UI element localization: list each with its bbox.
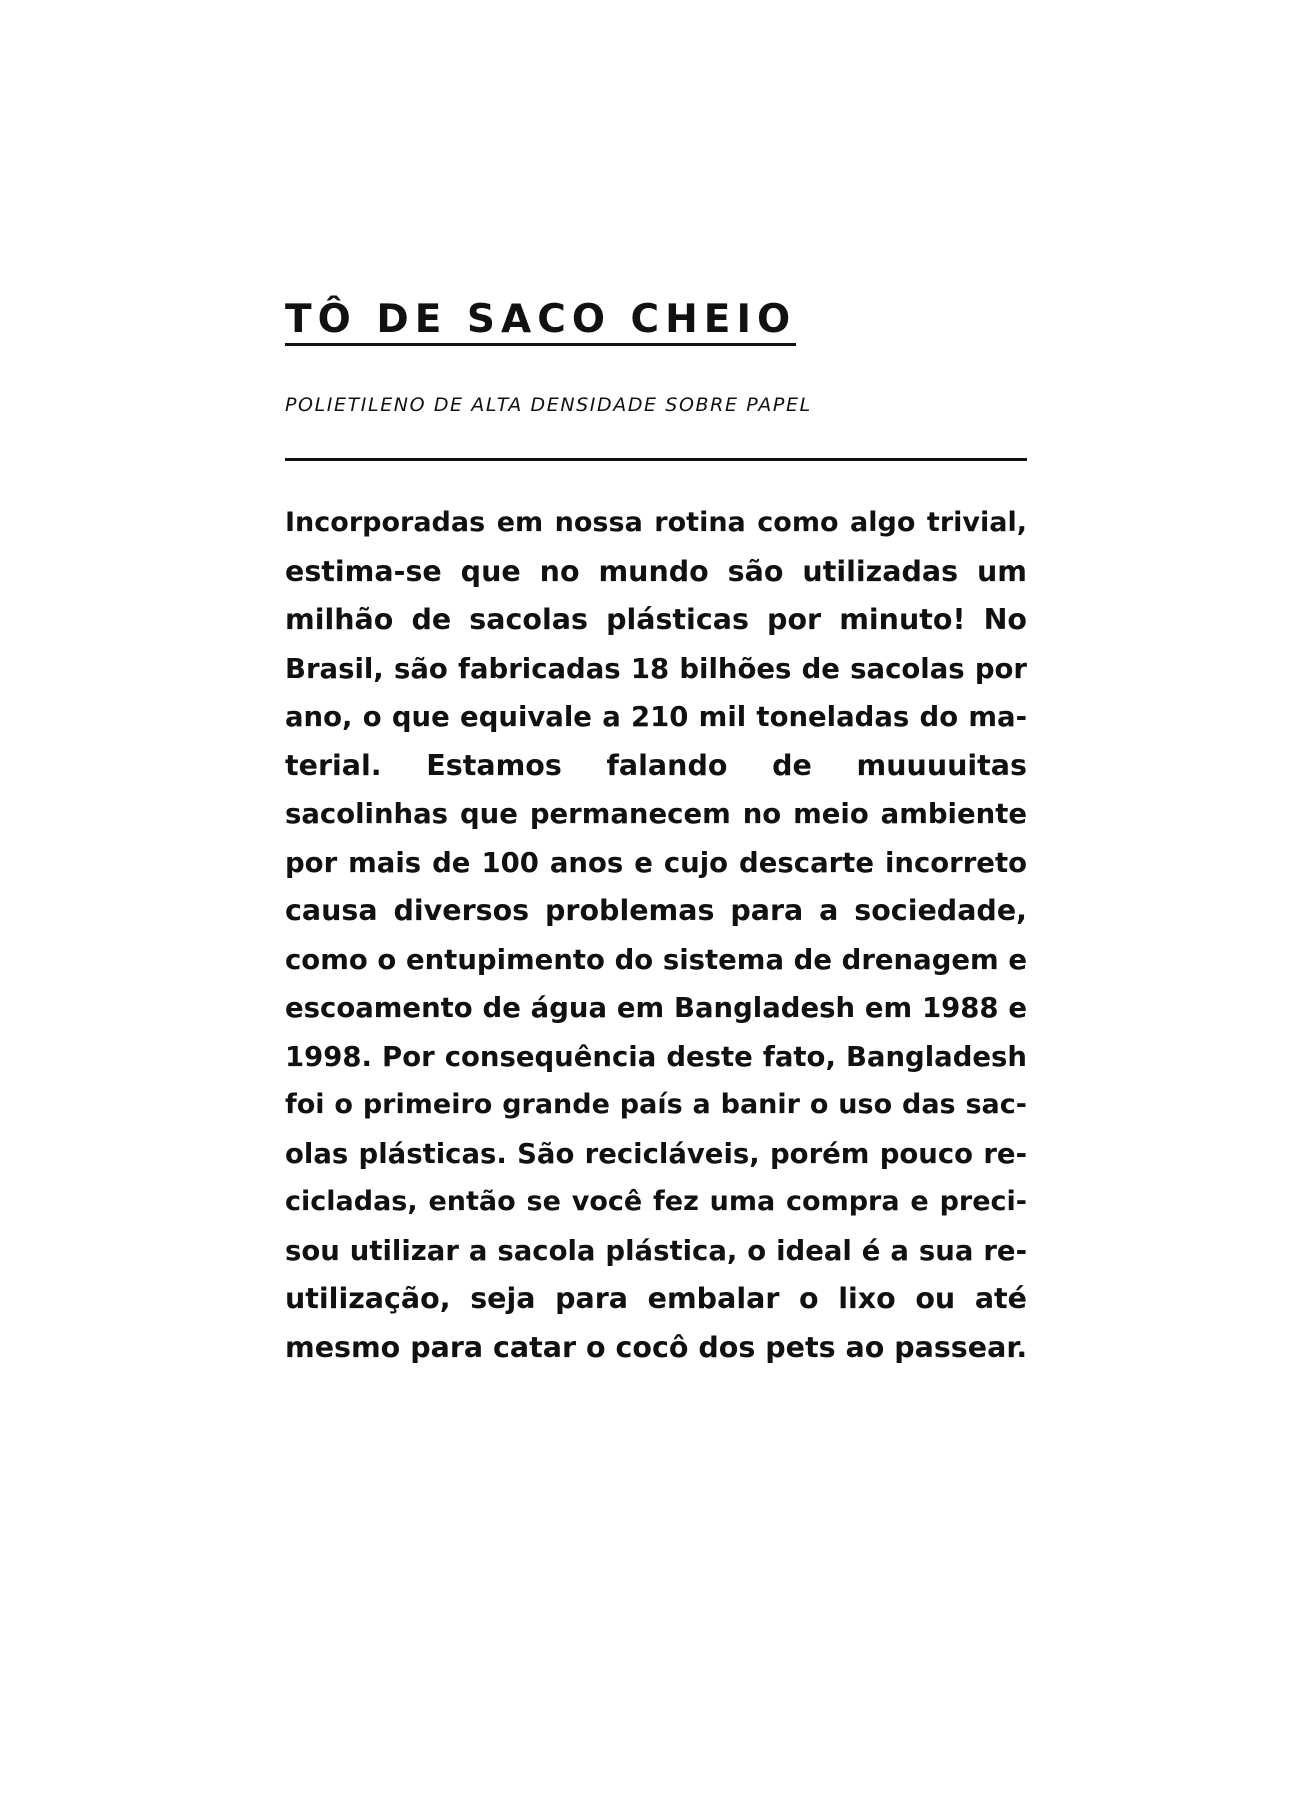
page-title: TÔ DE SACO CHEIO (285, 300, 796, 346)
body-line: foi o primeiro grande país a banir o uso das sac- (285, 1089, 1027, 1120)
body-line: cicladas, então se você fez uma compra e preci- (285, 1186, 1027, 1217)
body-line: terial. Estamos falando de muuuuitas (285, 748, 1027, 782)
divider (285, 458, 1027, 461)
body-line: milhão de sacolas plásticas por minuto! No (285, 603, 1027, 636)
body-line: por mais de 100 anos e cujo descarte incorreto (285, 846, 1027, 879)
body-line: mesmo para catar o cocô dos pets ao passear. (285, 1330, 1027, 1364)
body-line: 1998. Por consequência deste fato, Bangladesh (285, 1040, 1027, 1073)
body-line: utilização, seja para embalar o lixo ou até (285, 1282, 1027, 1315)
body-line: sacolinhas que permanecem no meio ambiente (285, 798, 1027, 830)
body-line: sou utilizar a sacola plástica, o ideal é a sua re- (285, 1234, 1027, 1267)
document-page (285, 297, 1027, 1372)
body-line: olas plásticas. São recicláveis, porém pouco re- (285, 1137, 1027, 1170)
body-line: Brasil, são fabricadas 18 bilhões de sacolas por (285, 652, 1027, 685)
body-text (285, 499, 1027, 1372)
body-line: como o entupimento do sistema de drenagem e (285, 943, 1027, 976)
body-line: causa diversos problemas para a sociedade, (285, 894, 1027, 927)
body-line: escoamento de água em Bangladesh em 1988 e (285, 992, 1027, 1024)
body-line: ano, o que equivale a 210 mil toneladas do ma- (285, 701, 1027, 733)
body-line: estima-se que no mundo são utilizadas um (285, 554, 1027, 588)
body-line: Incorporadas em nossa rotina como algo trivial, (285, 507, 1027, 538)
page-subtitle: POLIETILENO DE ALTA DENSIDADE SOBRE PAPEL (285, 394, 812, 416)
